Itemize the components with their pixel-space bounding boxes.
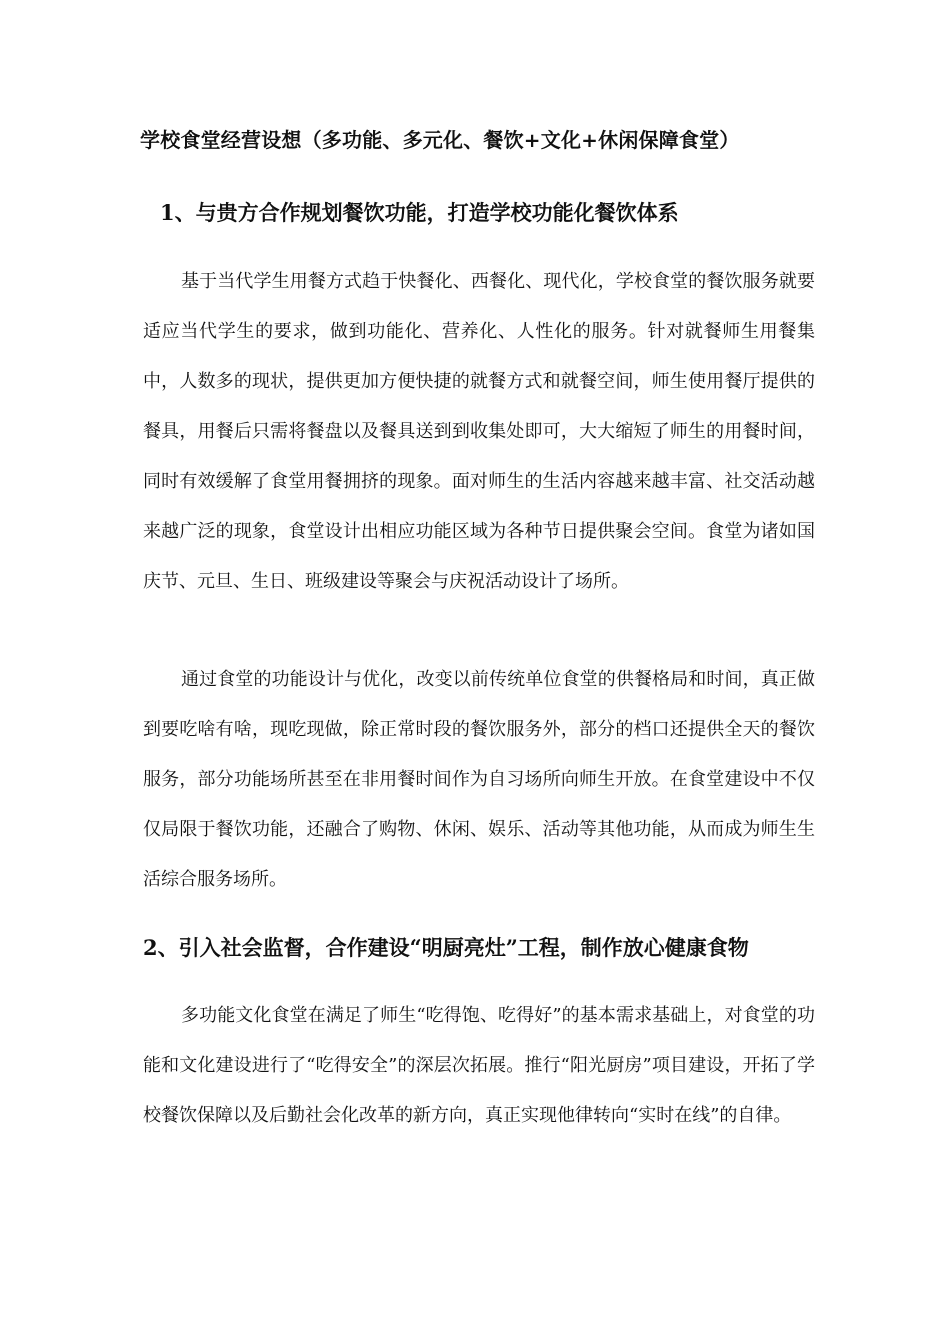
- section-1-heading: 1、与贵方合作规划餐饮功能，打造学校功能化餐饮体系: [160, 200, 679, 225]
- section-2-paragraph-1: 多功能文化食堂在满足了师生“吃得饱、吃得好”的基本需求基础上，对食堂的功能和文化建设进行了“吃得安全”的深层次拓展。推行“阳光厨房”项目建设，开拓了学校餐饮保障以及后勤社会化改革的新方向，真正实现他律转向“实时在线”的自律。: [143, 1005, 815, 1126]
- document-title: 学校食堂经营设想（多功能、多元化、餐饮+文化+休闲保障食堂）: [140, 128, 740, 152]
- section-1-paragraph-1: 基于当代学生用餐方式趋于快餐化、西餐化、现代化，学校食堂的餐饮服务就要适应当代学生的要求，做到功能化、营养化、人性化的服务。针对就餐师生用餐集中，人数多的现状，提供更加方便快捷的就餐方式和就餐空间，师生使用餐厅提供的餐具，用餐后只需将餐盘以及餐具送到到收集处即可，大大缩短了师生的用餐时间，同时有效缓解了食堂用餐拥挤的现象。面对师生的生活内容越来越丰富、社交活动越来越广泛的现象，食堂设计出相应功能区域为各种节日提供聚会空间。食堂为诸如国庆节、元旦、生日、班级建设等聚会与庆祝活动设计了场所。: [143, 271, 815, 592]
- section-2-heading: 2、引入社会监督，合作建设“明厨亮灶”工程，制作放心健康食物: [143, 935, 749, 960]
- section-1-paragraph-2: 通过食堂的功能设计与优化，改变以前传统单位食堂的供餐格局和时间，真正做到要吃啥有啥，现吃现做，除正常时段的餐饮服务外，部分的档口还提供全天的餐饮服务，部分功能场所甚至在非用餐时间作为自习场所向师生开放。在食堂建设中不仅仅局限于餐饮功能，还融合了购物、休闲、娱乐、活动等其他功能，从而成为师生生活综合服务场所。: [143, 669, 815, 890]
